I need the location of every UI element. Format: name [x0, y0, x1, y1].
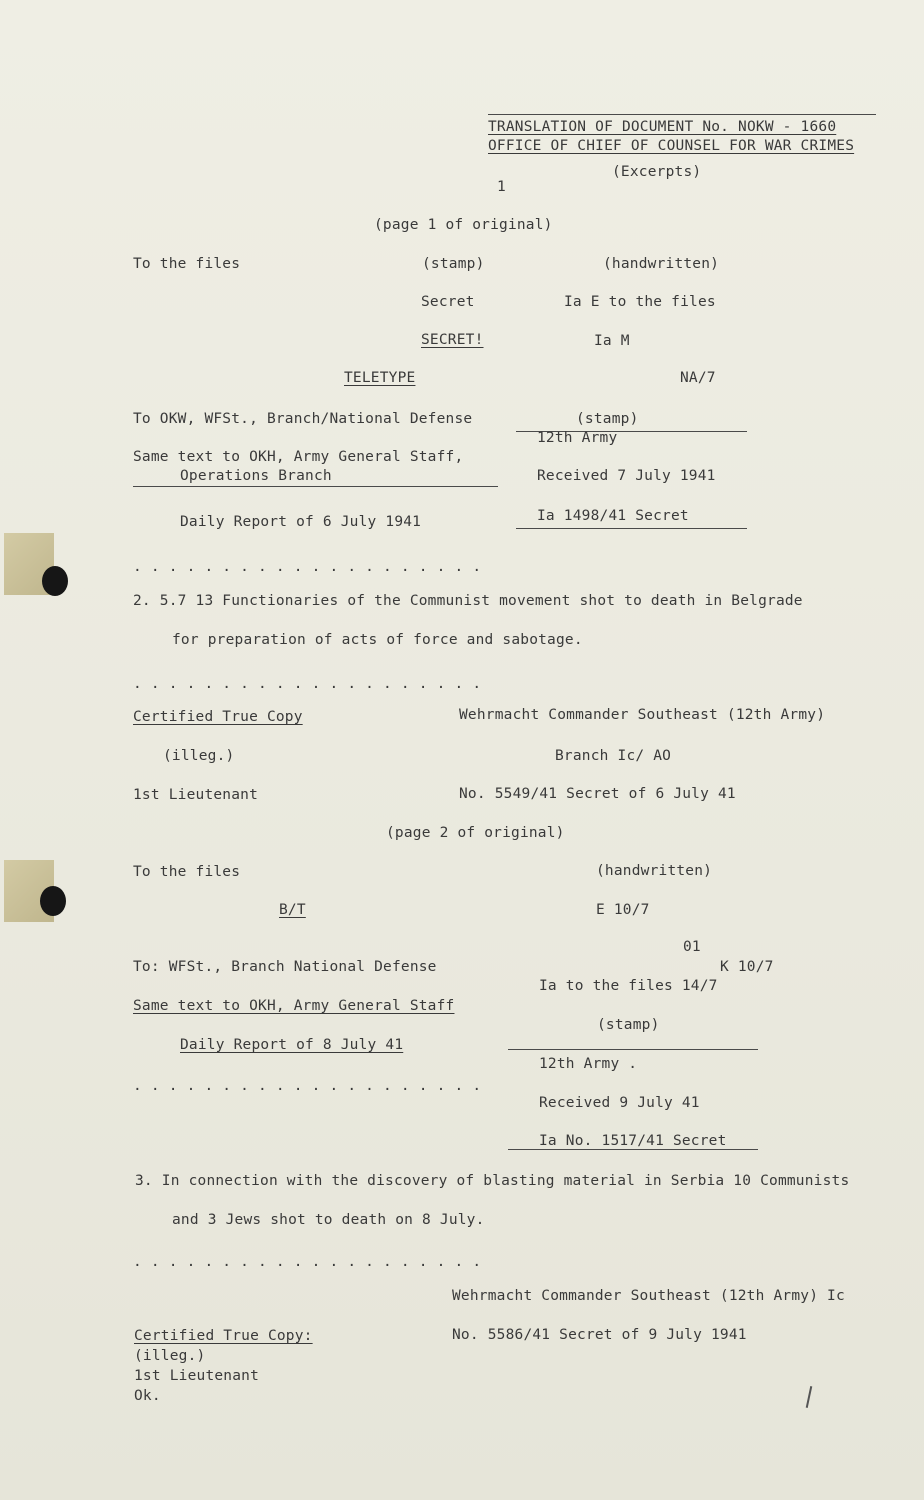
page1-secret: Secret — [421, 294, 475, 310]
page2-ia-files-note: Ia to the files 14/7 — [539, 978, 718, 994]
header-line-2: OFFICE OF CHIEF OF COUNSEL FOR WAR CRIMES — [488, 138, 855, 154]
page2-o1-note: 01 — [683, 939, 701, 955]
punch-hole-top — [42, 566, 68, 596]
page2-wehrmacht: Wehrmacht Commander Southeast (12th Army) Ic — [452, 1288, 845, 1304]
page1-ia-number: Ia 1498/41 Secret — [537, 508, 689, 524]
page2-ok: Ok. — [134, 1388, 161, 1404]
page2-handwritten-label: (handwritten) — [596, 863, 713, 879]
page1-branch: Branch Ic/ AO — [555, 748, 672, 764]
page2-stamp-rule — [508, 1049, 758, 1050]
page1-daily-report: Daily Report of 6 July 1941 — [180, 514, 422, 530]
page1-secret-caps: SECRET! — [421, 332, 484, 348]
page2-to-wfst: To: WFSt., Branch National Defense — [133, 959, 437, 975]
page2-k-note: K 10/7 — [720, 959, 774, 975]
page2-dots-2: . . . . . . . . . . . . . . . . . . . . — [133, 1254, 482, 1270]
page1-certified: Certified True Copy — [133, 709, 303, 725]
page1-wehrmacht: Wehrmacht Commander Southeast (12th Army) — [459, 707, 826, 723]
page1-dots-2: . . . . . . . . . . . . . . . . . . . . — [133, 676, 482, 692]
item3-line-1: 3. In connection with the discovery of blasting material in Serbia 10 Communists — [135, 1173, 850, 1189]
header-rule-top — [488, 114, 876, 115]
page2-ia-rule — [508, 1149, 758, 1150]
item2-line-1: 2. 5.7 13 Functionaries of the Communist movement shot to death in Belgrade — [133, 593, 803, 609]
page1-stamp2: (stamp) — [576, 411, 639, 427]
header-line-1: TRANSLATION OF DOCUMENT No. NOKW - 1660 — [488, 119, 837, 135]
page1-na-note: NA/7 — [680, 370, 716, 386]
page1-address-rule — [133, 486, 498, 487]
page1-lieutenant: 1st Lieutenant — [133, 787, 259, 803]
page1-same-text: Same text to OKH, Army General Staff, — [133, 449, 464, 465]
page2-reference: No. 5586/41 Secret of 9 July 1941 — [452, 1327, 747, 1343]
page1-ia-e-note: Ia E to the files — [564, 294, 716, 310]
page1-to-files: To the files — [133, 256, 241, 272]
page1-marker: (page 1 of original) — [374, 217, 553, 233]
page2-ia-number: Ia No. 1517/41 Secret — [539, 1133, 727, 1149]
punch-hole-bottom — [40, 886, 66, 916]
page2-bt: B/T — [279, 902, 306, 918]
item3-line-2: and 3 Jews shot to death on 8 July. — [172, 1212, 485, 1228]
page1-operations: Operations Branch — [180, 468, 332, 484]
page1-ia-rule — [516, 528, 747, 529]
page1-received: Received 7 July 1941 — [537, 468, 716, 484]
page2-received: Received 9 July 41 — [539, 1095, 700, 1111]
page2-daily-report: Daily Report of 8 July 41 — [180, 1037, 404, 1053]
page1-to-okw: To OKW, WFSt., Branch/National Defense — [133, 411, 473, 427]
page2-dots-1: . . . . . . . . . . . . . . . . . . . . — [133, 1078, 482, 1094]
page1-army: 12th Army — [537, 430, 618, 446]
page1-stamp-label: (stamp) — [422, 256, 485, 272]
page1-illeg: (illeg.) — [163, 748, 235, 764]
page2-lieutenant: 1st Lieutenant — [134, 1368, 260, 1384]
page1-handwritten-label: (handwritten) — [603, 256, 720, 272]
page2-certified: Certified True Copy: — [134, 1328, 313, 1344]
page2-same-text: Same text to OKH, Army General Staff — [133, 998, 455, 1014]
page2-illeg: (illeg.) — [134, 1348, 206, 1364]
page-number: 1 — [497, 179, 506, 195]
page1-dots-1: . . . . . . . . . . . . . . . . . . . . — [133, 559, 482, 575]
pen-mark — [806, 1386, 813, 1408]
page1-reference: No. 5549/41 Secret of 6 July 41 — [459, 786, 736, 802]
item2-line-2: for preparation of acts of force and sabotage. — [172, 632, 583, 648]
page1-teletype: TELETYPE — [344, 370, 416, 386]
page2-marker: (page 2 of original) — [386, 825, 565, 841]
page1-ia-m-note: Ia M — [594, 333, 630, 349]
page2-army: 12th Army . — [539, 1056, 638, 1072]
page2-to-files: To the files — [133, 864, 241, 880]
page2-stamp-label: (stamp) — [597, 1017, 660, 1033]
excerpts-label: (Excerpts) — [612, 164, 702, 180]
page2-e-note: E 10/7 — [596, 902, 650, 918]
